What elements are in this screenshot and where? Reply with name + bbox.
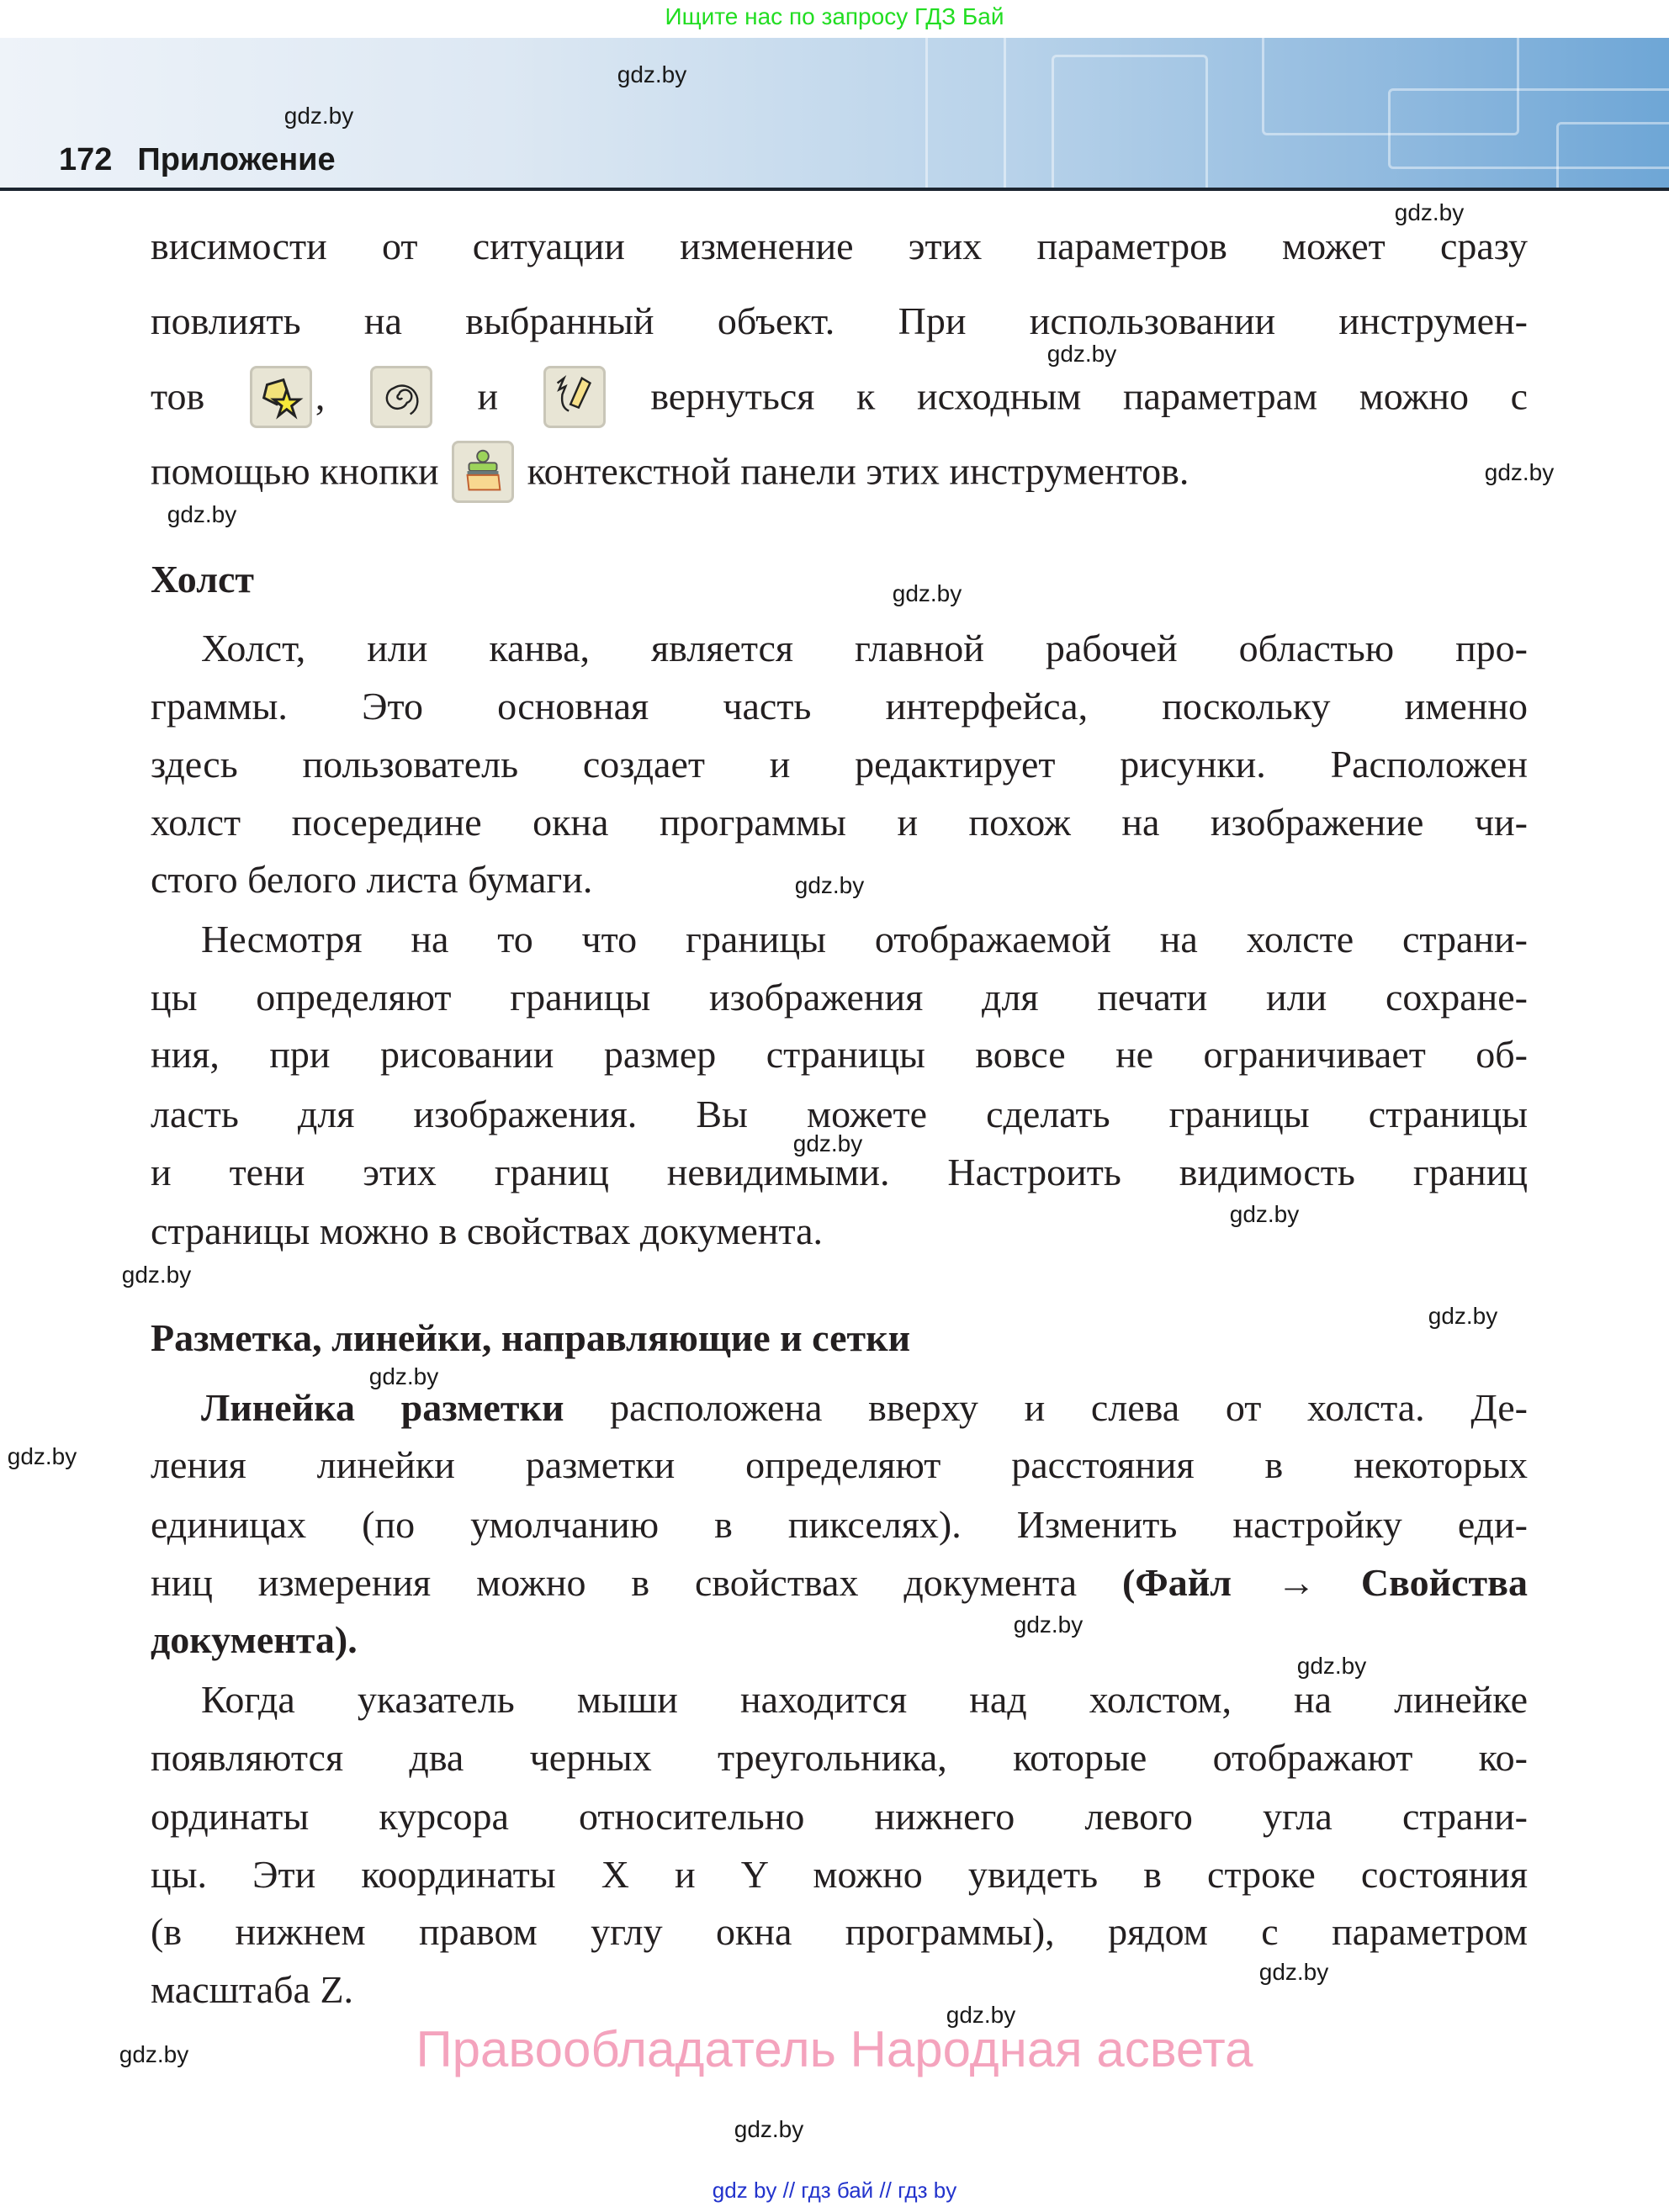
text-line: повлиять на выбранный объект. При использовании инструмен-: [151, 299, 1528, 342]
pencil-tool-icon: [543, 366, 606, 428]
text-line: висимости от ситуации изменение этих параметров может сразу: [151, 225, 1528, 267]
text-line-with-icons: [151, 444, 1528, 498]
page-header: [59, 140, 336, 180]
gdz-watermark: gdz.by: [167, 501, 237, 527]
text-line-with-icons: [151, 369, 1528, 423]
text-fragment: ,: [315, 374, 326, 418]
gdz-watermark: gdz.by: [1296, 1653, 1367, 1679]
gdz-watermark: gdz.by: [283, 103, 354, 129]
text-line: стого белого листа бумаги.: [151, 858, 593, 901]
text-line: масштаба Z.: [151, 1968, 354, 2011]
gdz-watermark: gdz.by: [734, 2116, 804, 2142]
gdz-watermark: gdz.by: [1484, 459, 1555, 485]
menu-path-bold: документа).: [151, 1618, 358, 1661]
star-polygon-tool-icon: [250, 366, 312, 428]
gdz-watermark: gdz.by: [121, 1262, 192, 1288]
text-fragment: вернуться к исходным параметрам можно с: [650, 374, 1529, 418]
section-title: Приложение: [137, 142, 336, 177]
menu-path-bold: (Файл → Свойства: [1121, 1561, 1528, 1604]
text-fragment: и: [477, 374, 499, 418]
gdz-watermark: gdz.by: [1428, 1303, 1498, 1329]
copyright-watermark: Правообладатель Народная асвета: [416, 2021, 1253, 2077]
text-fragment: ниц измерения можно в свойствах документа: [151, 1561, 1122, 1604]
gdz-watermark: gdz.by: [1229, 1201, 1300, 1227]
text-line: Несмотря на то что границы отображаемой на холсте страни-: [201, 918, 1528, 960]
term-bold: Линейка разметки: [201, 1386, 564, 1429]
gdz-watermark: gdz.by: [119, 2041, 189, 2067]
gdz-watermark: gdz.by: [368, 1363, 439, 1389]
gdz-watermark: gdz.by: [792, 1130, 863, 1156]
text-line: ласть для изображения. Вы можете сделать границы страницы: [151, 1093, 1528, 1135]
text-line: ния, при рисовании размер страницы вовсе не ограничивает об-: [151, 1033, 1528, 1076]
text-line: здесь пользователь создает и редактирует рисунки. Расположен: [151, 743, 1528, 786]
text-fragment: расположена вверху и слева от холста. Де-: [564, 1386, 1528, 1429]
text-fragment: помощью кнопки: [151, 449, 439, 493]
gdz-watermark: gdz.by: [1013, 1611, 1084, 1638]
search-hint-banner: Ищите нас по запросу ГДЗ Бай: [665, 3, 1004, 29]
text-line: Когда указатель мыши находится над холстом, на линейке: [201, 1678, 1528, 1721]
text-line: и тени этих границ невидимыми. Настроить видимость границ: [151, 1151, 1528, 1193]
spiral-tool-icon: [370, 366, 432, 428]
text-line: Холст, или канва, является главной рабочей областью про-: [201, 627, 1528, 669]
gdz-watermark: gdz.by: [7, 1443, 77, 1469]
text-line: ления линейки разметки определяют расстояния в некоторых: [151, 1443, 1528, 1486]
gdz-watermark: gdz.by: [794, 872, 865, 898]
text-line: ординаты курсора относительно нижнего левого угла страни-: [151, 1795, 1528, 1838]
text-fragment: тов: [151, 374, 205, 418]
gdz-watermark: gdz.by: [1394, 199, 1465, 225]
text-line: [151, 1556, 1528, 1610]
gdz-watermark: gdz.by: [1046, 341, 1117, 367]
gdz-watermark: gdz.by: [1258, 1959, 1329, 1985]
footer-links: gdz by // гдз бай // гдз by: [712, 2178, 957, 2203]
text-fragment: контекстной панели этих инструментов.: [527, 449, 1189, 493]
header-rule: [0, 188, 1669, 191]
text-line: единицах (по умолчанию в пикселях). Изменить настройку еди-: [151, 1503, 1528, 1546]
text-line: цы определяют границы изображения для печати или сохране-: [151, 976, 1528, 1019]
section-heading: Разметка, линейки, направляющие и сетки: [151, 1316, 911, 1359]
text-line: (в нижнем правом углу окна программы), рядом с параметром: [151, 1910, 1528, 1953]
gdz-watermark: gdz.by: [946, 2002, 1016, 2028]
text-line: цы. Эти координаты X и Y можно увидеть в строке состояния: [151, 1853, 1528, 1896]
reset-brush-icon: [452, 441, 514, 503]
text-line: страницы можно в свойствах документа.: [151, 1209, 824, 1252]
section-heading: Холст: [151, 558, 255, 601]
text-line: граммы. Это основная часть интерфейса, поскольку именно: [151, 685, 1528, 728]
gdz-watermark: gdz.by: [892, 580, 962, 606]
gdz-watermark: gdz.by: [617, 61, 687, 87]
text-line: холст посередине окна программы и похож на изображение чи-: [151, 801, 1528, 844]
page-number: 172: [59, 142, 113, 177]
text-line: появляются два черных треугольника, которые отображают ко-: [151, 1736, 1528, 1779]
